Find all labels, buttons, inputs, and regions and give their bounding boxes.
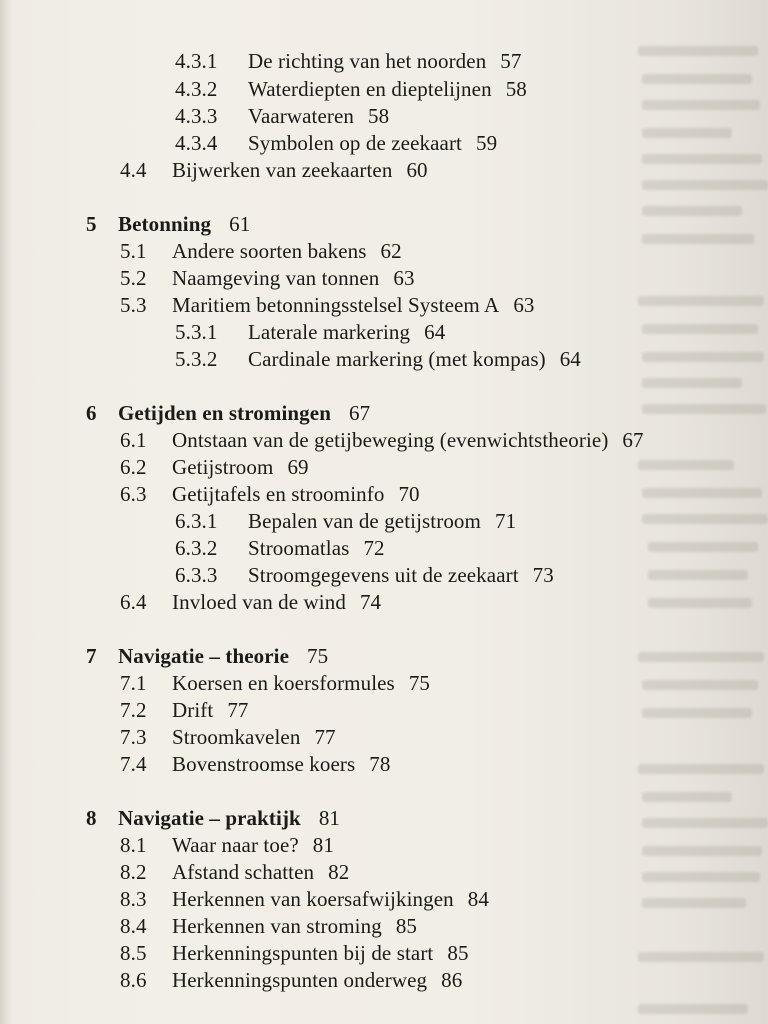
toc-page-number: 75	[408, 671, 431, 695]
toc-page-number: 63	[393, 266, 415, 290]
toc-number: 5.2	[120, 266, 147, 290]
toc-title: Navigatie – praktijk	[118, 806, 301, 830]
toc-entry	[0, 427, 644, 453]
toc-number: 8.5	[120, 941, 147, 965]
toc-title: Bepalen van de getijstroom	[248, 509, 481, 533]
toc-page-number: 67	[348, 401, 371, 425]
toc-number: 6.3	[120, 482, 147, 506]
toc-title: Invloed van de wind	[172, 590, 346, 614]
toc-entry	[0, 454, 309, 480]
toc-number: 5.3	[120, 293, 147, 317]
toc-page-number: 74	[359, 590, 382, 614]
toc-page-number: 64	[559, 347, 581, 371]
toc-number: 7.2	[120, 698, 147, 722]
toc-entry	[0, 724, 336, 750]
toc-number: 5	[86, 212, 97, 236]
toc-number: 6.3.3	[175, 563, 218, 587]
toc-chapter	[0, 211, 250, 237]
toc-chapter	[0, 400, 370, 426]
toc-title: Waterdiepten en dieptelijnen	[248, 77, 492, 101]
toc-chapter	[0, 643, 328, 669]
toc-entry	[0, 130, 497, 156]
toc-entry	[0, 562, 554, 588]
toc-number: 8.6	[120, 968, 147, 992]
toc-title: Koersen en koersformules	[172, 671, 395, 695]
toc-entry	[0, 481, 420, 507]
toc-number: 4.3.1	[175, 49, 218, 73]
toc-entry	[0, 751, 391, 777]
toc-title: Herkenningspunten onderweg	[172, 968, 428, 992]
toc-number: 7.3	[120, 725, 147, 749]
toc-page-number: 73	[532, 563, 554, 587]
toc-title: Bijwerken van zeekaarten	[172, 158, 393, 182]
toc-number: 7.4	[120, 752, 147, 776]
toc-title: Herkennen van koersafwijkingen	[172, 887, 454, 911]
toc-entry	[0, 535, 385, 561]
toc-title: Herkennen van stroming	[172, 914, 382, 938]
toc-title: De richting van het noorden	[248, 49, 487, 73]
toc-title: Ontstaan van de getijbeweging (evenwichtstheorie)	[172, 428, 609, 452]
toc-entry	[0, 832, 334, 858]
toc-entry	[0, 265, 415, 291]
toc-chapter	[0, 805, 340, 831]
toc-number: 8.4	[120, 914, 147, 938]
toc-title: Betonning	[118, 212, 212, 236]
toc-title: Cardinale markering (met kompas)	[248, 347, 546, 371]
toc-number: 4.3.4	[175, 131, 218, 155]
toc-entry	[0, 157, 428, 183]
toc-title: Andere soorten bakens	[172, 239, 367, 263]
toc-page-number: 75	[307, 644, 329, 668]
toc-page-number: 85	[447, 941, 469, 965]
toc-entry	[0, 940, 469, 966]
toc-title: Herkenningspunten bij de start	[172, 941, 434, 965]
toc-number: 8.1	[120, 833, 147, 857]
toc-page-number: 81	[312, 833, 334, 857]
toc-number: 4.4	[120, 158, 147, 182]
toc-number: 4.3.2	[175, 77, 218, 101]
toc-page-number: 86	[441, 968, 463, 992]
toc-entry	[0, 319, 445, 345]
toc-page-number: 57	[500, 49, 522, 73]
toc-number: 6.4	[120, 590, 147, 614]
toc-number: 6.2	[120, 455, 147, 479]
toc-entry	[0, 670, 430, 696]
toc-entry	[0, 103, 389, 129]
toc-entry	[0, 238, 402, 264]
toc-entry	[0, 859, 349, 885]
toc-number: 6	[86, 401, 97, 425]
toc-title: Stroomatlas	[248, 536, 350, 560]
toc-title: Vaarwateren	[248, 104, 355, 128]
toc-page-number: 58	[505, 77, 527, 101]
toc-page-number: 82	[328, 860, 350, 884]
toc-number: 5.3.2	[175, 347, 218, 371]
toc-number: 7.1	[120, 671, 147, 695]
toc-number: 8.3	[120, 887, 147, 911]
toc-page-number: 64	[424, 320, 446, 344]
toc-number: 7	[86, 644, 97, 668]
toc-page-number: 61	[229, 212, 251, 236]
toc-title: Symbolen op de zeekaart	[248, 131, 462, 155]
toc-number: 4.3.3	[175, 104, 218, 128]
toc-title: Stroomkavelen	[172, 725, 301, 749]
toc-title: Waar naar toe?	[172, 833, 299, 857]
toc-page-number: 70	[398, 482, 420, 506]
toc-number: 6.3.1	[175, 509, 218, 533]
toc-number: 8	[86, 806, 97, 830]
toc-page-number: 71	[494, 509, 517, 533]
toc-title: Maritiem betonningsstelsel Systeem A	[172, 293, 500, 317]
toc-title: Getijtafels en stroominfo	[172, 482, 385, 506]
toc-page-number: 69	[287, 455, 309, 479]
toc-title: Laterale markering	[248, 320, 411, 344]
toc-entry	[0, 346, 581, 372]
toc-entry	[0, 589, 381, 615]
toc-entry	[0, 292, 535, 318]
toc-entry	[0, 48, 522, 74]
toc-entry	[0, 508, 516, 534]
toc-entry	[0, 886, 489, 912]
toc-page-number: 84	[467, 887, 489, 911]
toc-title: Getijstroom	[172, 455, 274, 479]
toc-page-number: 60	[406, 158, 428, 182]
toc-entry	[0, 76, 527, 102]
toc-number: 8.2	[120, 860, 147, 884]
toc-title: Navigatie – theorie	[118, 644, 290, 668]
toc-page-number: 59	[475, 131, 498, 155]
toc-page-number: 77	[227, 698, 249, 722]
toc-entry	[0, 697, 249, 723]
toc-title: Stroomgegevens uit de zeekaart	[248, 563, 519, 587]
toc-number: 5.1	[120, 239, 147, 263]
toc-page-number: 67	[622, 428, 644, 452]
toc-page-number: 81	[318, 806, 341, 830]
toc-page-number: 58	[368, 104, 390, 128]
toc-page-number: 63	[513, 293, 535, 317]
toc-title: Getijden en stromingen	[118, 401, 331, 425]
toc-page-number: 85	[395, 914, 418, 938]
toc-page-number: 62	[380, 239, 402, 263]
toc-title: Drift	[172, 698, 214, 722]
toc-title: Afstand schatten	[172, 860, 315, 884]
toc-title: Bovenstroomse koers	[172, 752, 356, 776]
toc-number: 6.1	[120, 428, 147, 452]
toc-number: 5.3.1	[175, 320, 218, 344]
toc-page-number: 77	[314, 725, 336, 749]
toc-entry	[0, 913, 417, 939]
toc-title: Naamgeving van tonnen	[172, 266, 380, 290]
toc-entry	[0, 967, 462, 993]
toc-page-number: 78	[369, 752, 391, 776]
toc-page-number: 72	[363, 536, 385, 560]
toc-number: 6.3.2	[175, 536, 218, 560]
